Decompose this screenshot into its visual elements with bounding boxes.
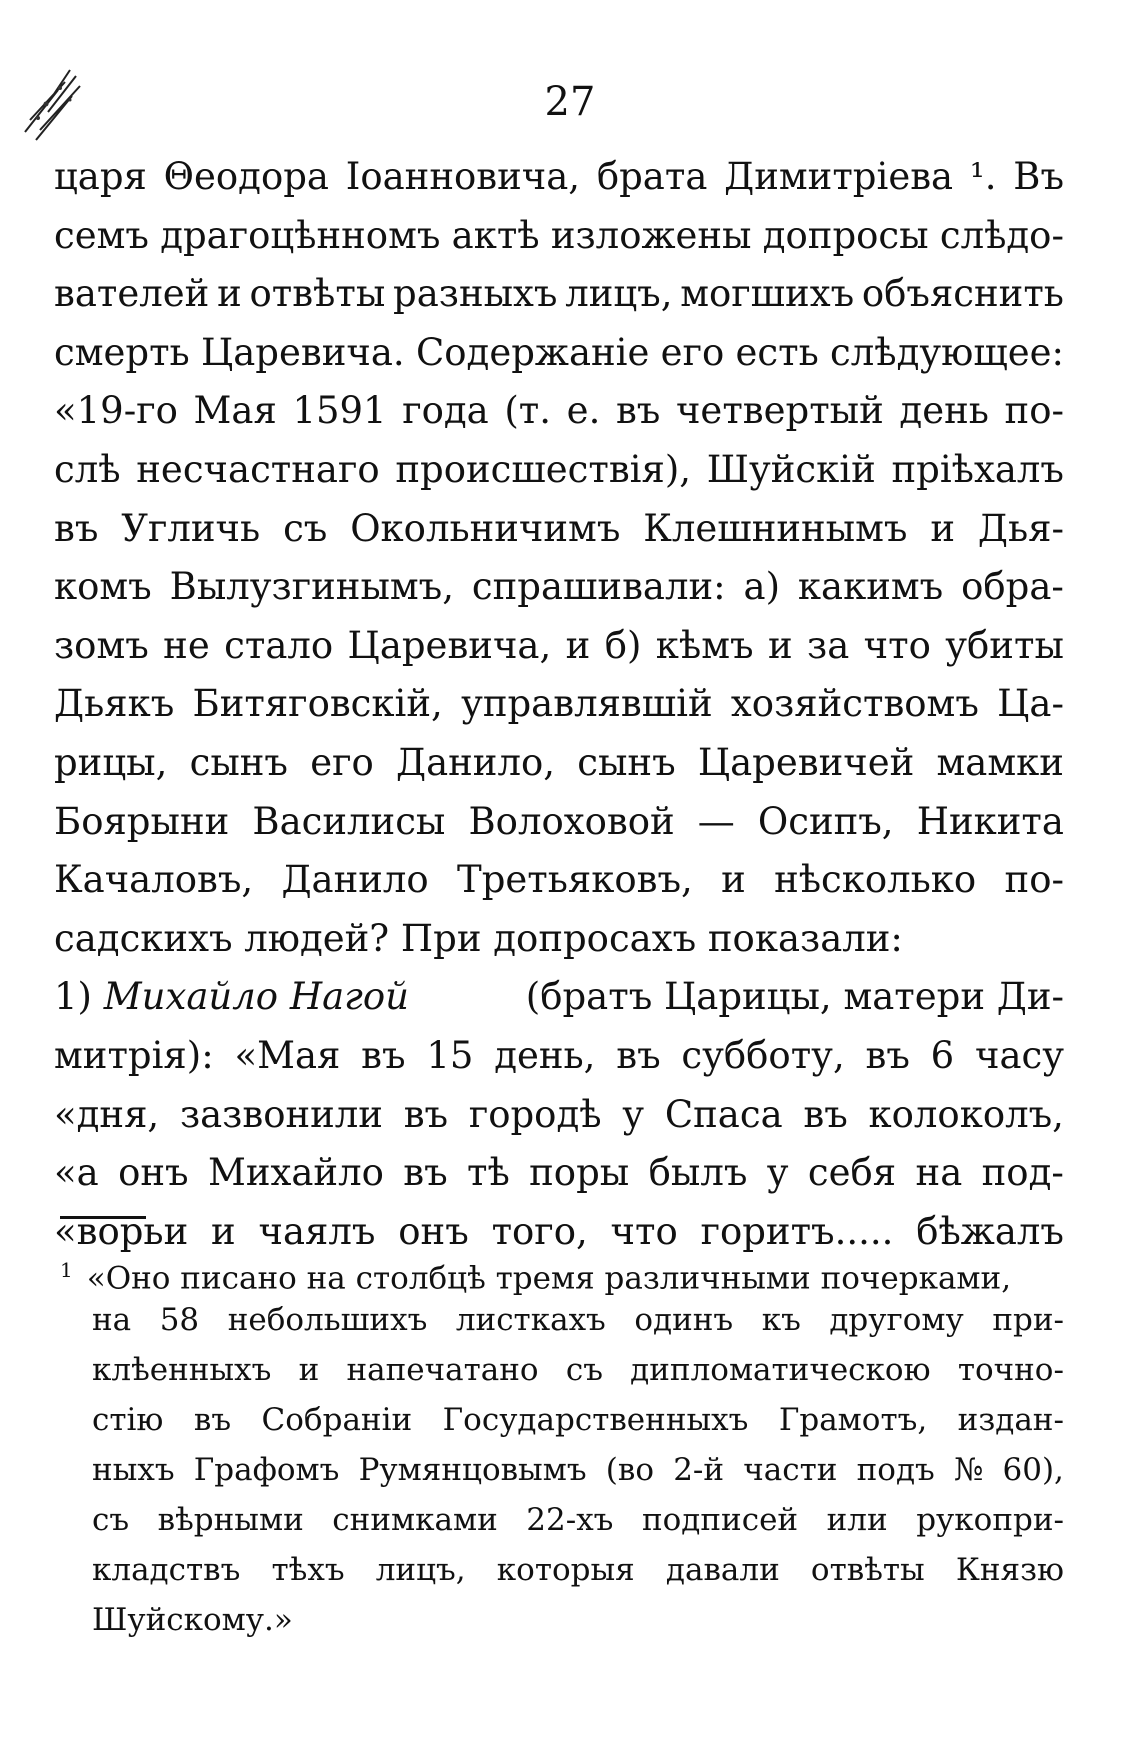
word: Василисы [252, 799, 446, 843]
word: Θеодора [163, 155, 329, 198]
word: вѣрными [157, 1502, 304, 1538]
word: себя [807, 1151, 897, 1195]
word: Окольничимъ [350, 506, 621, 550]
text-line [54, 617, 1064, 676]
word: Дьякъ [54, 682, 175, 726]
word: лицъ, [565, 272, 673, 316]
word: подъ [856, 1452, 935, 1488]
footnote-mark: 1 [60, 1258, 73, 1282]
word: изложены [550, 213, 752, 257]
word: Царевичей [697, 740, 915, 784]
word: издан- [957, 1402, 1064, 1438]
word: обра- [961, 565, 1064, 609]
text-line [54, 558, 1064, 617]
word: какимъ [797, 565, 944, 609]
word: управлявшій [461, 682, 713, 726]
text-line [54, 265, 1064, 324]
word: «а [54, 1151, 99, 1195]
word: № [953, 1452, 984, 1488]
word: одинъ [634, 1302, 734, 1338]
word: онъ [118, 1151, 189, 1195]
word: Димитріева [724, 155, 954, 198]
text-line [54, 851, 1064, 910]
word: ныхъ [92, 1452, 175, 1488]
word: городѣ [468, 1092, 602, 1136]
word: Клешнинымъ [643, 506, 908, 550]
word: царя [54, 155, 147, 198]
word: лицъ, [375, 1552, 466, 1588]
word: зазвонили [179, 1092, 383, 1136]
word: (во [605, 1452, 654, 1488]
word: Боярыни [54, 799, 230, 843]
text-line [54, 382, 1064, 441]
footnote-text-line: Шуйскому.» [92, 1602, 293, 1638]
word: несчастнаго [136, 447, 380, 491]
word: убиты [945, 623, 1064, 667]
footnote-text-line [60, 1495, 1064, 1545]
word: къ [761, 1302, 801, 1338]
word: «Мая [234, 1033, 341, 1077]
word: другому [829, 1302, 964, 1338]
word: которыя [496, 1552, 635, 1588]
word: года [402, 389, 489, 433]
word: Угличь [121, 506, 261, 550]
word: субботу, [681, 1033, 845, 1077]
word: съ [92, 1502, 130, 1538]
word: «19-го [54, 389, 178, 433]
word: Третьяковъ, [457, 858, 693, 902]
word: на [915, 1151, 963, 1195]
footnote-text-line [60, 1545, 1064, 1595]
footnote-text-line [60, 1395, 1064, 1445]
word: часу [974, 1033, 1064, 1077]
word: Царевича. [200, 330, 405, 374]
word: вателей [54, 272, 210, 316]
word: актѣ [451, 213, 540, 257]
word: въ [403, 1151, 448, 1195]
word: у [766, 1151, 789, 1195]
word: семъ [54, 213, 149, 257]
text-line [54, 734, 1064, 793]
word: напечатано [346, 1352, 539, 1388]
word: а) [743, 565, 781, 609]
word: есть [735, 330, 819, 374]
word: стію [92, 1402, 164, 1438]
word: день [899, 389, 989, 433]
word: Битяговскій, [192, 682, 443, 726]
word: точно- [957, 1352, 1064, 1388]
word: Грамотъ, [778, 1402, 928, 1438]
word: пріѣхалъ [891, 447, 1064, 491]
word: въ [361, 1033, 406, 1077]
word: Дья- [977, 506, 1064, 550]
word: рицы, [54, 740, 168, 784]
text-line [54, 500, 1064, 559]
word: Никита [916, 799, 1064, 843]
word: (т. [504, 389, 552, 433]
word: Волоховой [468, 799, 675, 843]
word: слѣдо- [939, 213, 1064, 257]
word: «дня, [54, 1092, 160, 1136]
word: 6 [930, 1033, 955, 1077]
text-line: садскихъ людей? При допросахъ показали: [54, 916, 903, 960]
word: кладствъ [92, 1552, 241, 1588]
word: былъ [648, 1151, 748, 1195]
text-line [54, 1086, 1064, 1145]
word: Собраніи [261, 1402, 413, 1438]
word: съ [283, 506, 328, 550]
word: Іоанновича, [345, 155, 581, 198]
word: Михайло [207, 1151, 384, 1195]
word: отвѣты [810, 1552, 925, 1588]
word: чаялъ [258, 1209, 376, 1253]
body-text [54, 148, 1064, 1261]
word: Въ [1013, 155, 1064, 198]
testimony-number: 1) [54, 975, 92, 1019]
word: по- [1004, 858, 1064, 902]
footnote-text-line [60, 1295, 1064, 1345]
word: сынъ [189, 740, 288, 784]
word: въ [803, 1092, 848, 1136]
text-line [54, 1027, 1064, 1086]
word: 60), [1002, 1452, 1064, 1488]
text-line [54, 148, 1064, 207]
footnote-text-line: «Оно писано на столбцѣ тремя различными почерками, [86, 1260, 1012, 1297]
word: части [743, 1452, 838, 1488]
word: листкахъ [455, 1302, 606, 1338]
word: небольшихъ [227, 1302, 428, 1338]
word: отвѣты [249, 272, 386, 316]
word: 15 [426, 1033, 474, 1077]
word: мамки [936, 740, 1064, 784]
word: колоколъ, [868, 1092, 1064, 1136]
word: тѣ [466, 1151, 510, 1195]
word: объяснить [861, 272, 1064, 316]
word: «ворьи [54, 1209, 189, 1253]
text-line [54, 793, 1064, 852]
word: поры [529, 1151, 630, 1195]
testimony-first-line [54, 968, 1064, 1027]
text-line [54, 441, 1064, 500]
word: въ [615, 389, 661, 433]
word: что [610, 1209, 678, 1253]
footnote-divider [60, 1216, 146, 1219]
word: и [721, 858, 746, 902]
word: снимками [332, 1502, 498, 1538]
word: клѣенныхъ [92, 1352, 272, 1388]
word: въ [865, 1033, 910, 1077]
text-line [54, 675, 1064, 734]
word: смерть [54, 330, 190, 374]
footnote-text-line [60, 1445, 1064, 1495]
word: хозяйствомъ [730, 682, 979, 726]
word: Данило [281, 858, 429, 902]
word: Царевича, [347, 623, 552, 667]
word: ¹. [969, 155, 997, 198]
word: дипломатическою [630, 1352, 931, 1388]
text-line [54, 207, 1064, 266]
word: Спаса [664, 1092, 783, 1136]
page-number: 27 [544, 79, 596, 125]
word: Князю [955, 1552, 1064, 1588]
testimony-name: Михайло Нагой [103, 975, 409, 1019]
word: въ [193, 1402, 232, 1438]
word: разныхъ [393, 272, 558, 316]
word: что [863, 623, 931, 667]
word: допросы [762, 213, 929, 257]
testimony-lead [54, 968, 409, 1027]
word: Содержаніе [415, 330, 650, 374]
word: онъ [398, 1209, 469, 1253]
word: Качаловъ, [54, 858, 254, 902]
footnote [60, 1245, 1064, 1645]
word: е. [566, 389, 601, 433]
word: 1591 [292, 389, 387, 433]
word: драгоцѣнномъ [160, 213, 441, 257]
word: под- [981, 1151, 1064, 1195]
word: день, [494, 1033, 596, 1077]
word: и [767, 623, 793, 667]
word: въ [403, 1092, 449, 1136]
word: происшествія), [395, 447, 692, 491]
word: брата [596, 155, 708, 198]
word: при- [992, 1302, 1064, 1338]
word: — [697, 799, 735, 843]
word: Румянцовымъ [358, 1452, 587, 1488]
word: горитъ..... [700, 1209, 894, 1253]
word: зомъ [54, 623, 149, 667]
word: и [217, 272, 242, 316]
word: за [807, 623, 850, 667]
word: тѣхъ [271, 1552, 345, 1588]
word: и [565, 623, 591, 667]
word: митрія): [54, 1033, 214, 1077]
word: подписей [641, 1502, 799, 1538]
word: не [163, 623, 210, 667]
word: бѣжалъ [916, 1209, 1064, 1253]
word: 22-хъ [526, 1502, 614, 1538]
word: Шуйскій [706, 447, 876, 491]
word: Мая [193, 389, 277, 433]
word: и [298, 1352, 320, 1388]
word: его [660, 330, 725, 374]
word: Графомъ [193, 1452, 340, 1488]
word: того, [491, 1209, 588, 1253]
word: Данило, [396, 740, 556, 784]
word: Государственныхъ [442, 1402, 749, 1438]
word: въ [54, 506, 99, 550]
word: 2-й [673, 1452, 725, 1488]
word: слѣ [54, 447, 121, 491]
word: въ [616, 1033, 661, 1077]
word: Осипъ, [757, 799, 894, 843]
word: и [211, 1209, 236, 1253]
word: его [310, 740, 374, 784]
word: кѣмъ [655, 623, 754, 667]
word: съ [565, 1352, 603, 1388]
word: или [826, 1502, 888, 1538]
word: 58 [159, 1302, 200, 1338]
word: могшихъ [680, 272, 855, 316]
testimony-first-line-rest: (братъ Царицы, матери Ди- [525, 975, 1064, 1019]
word: б) [604, 623, 642, 667]
word: Ца- [997, 682, 1064, 726]
word: стало [224, 623, 334, 667]
text-line [54, 324, 1064, 383]
word: у [622, 1092, 645, 1136]
word: и [930, 506, 956, 550]
word: спрашивали: [471, 565, 726, 609]
word: нѣсколько [774, 858, 977, 902]
word: слѣдующее: [830, 330, 1064, 374]
word: по- [1004, 389, 1064, 433]
word: на [92, 1302, 132, 1338]
word: сынъ [577, 740, 676, 784]
word: четвертый [675, 389, 884, 433]
word: комъ [54, 565, 152, 609]
text-line [54, 1144, 1064, 1203]
word: рукопри- [916, 1502, 1064, 1538]
word: давали [665, 1552, 780, 1588]
footnote-first-line [60, 1245, 1064, 1295]
footnote-text-line [60, 1345, 1064, 1395]
word: Вылузгинымъ, [169, 565, 454, 609]
